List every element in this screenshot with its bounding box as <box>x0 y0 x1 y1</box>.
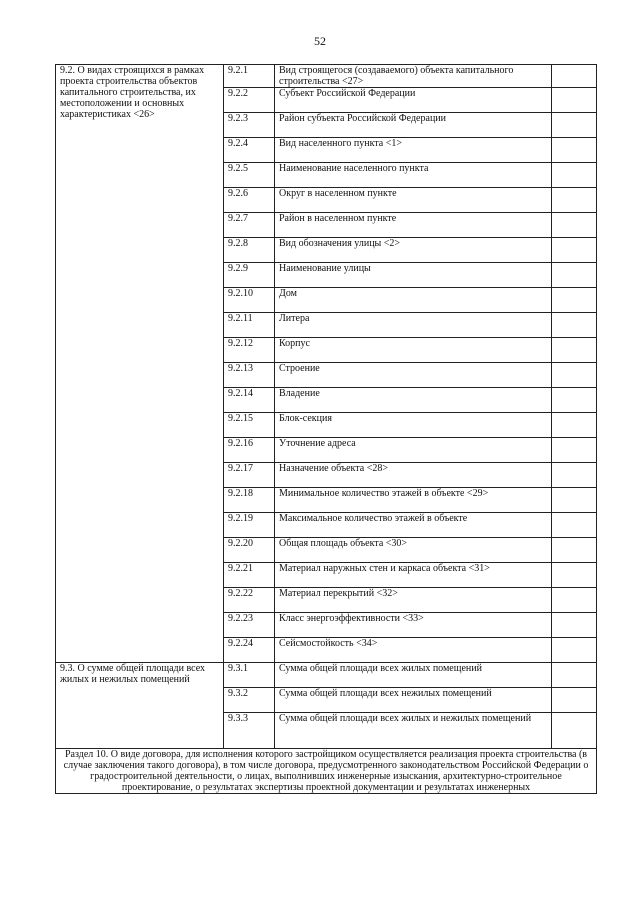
row-name: Сумма общей площади всех жилых помещений <box>275 663 552 688</box>
value-cell <box>552 488 597 513</box>
row-name: Сумма общей площади всех нежилых помещений <box>275 688 552 713</box>
value-cell <box>552 388 597 413</box>
value-cell <box>552 263 597 288</box>
value-cell <box>552 513 597 538</box>
row-number: 9.2.8 <box>224 238 275 263</box>
table-row <box>56 65 597 88</box>
row-number: 9.2.14 <box>224 388 275 413</box>
row-number: 9.2.11 <box>224 313 275 338</box>
row-name: Строение <box>275 363 552 388</box>
value-cell <box>552 338 597 363</box>
row-number: 9.2.3 <box>224 113 275 138</box>
row-name: Субъект Российской Федерации <box>275 88 552 113</box>
row-name: Наименование улицы <box>275 263 552 288</box>
value-cell <box>552 638 597 663</box>
row-name: Корпус <box>275 338 552 363</box>
value-cell <box>552 413 597 438</box>
document-table <box>55 64 597 794</box>
row-name: Максимальное количество этажей в объекте <box>275 513 552 538</box>
table-row <box>56 749 597 794</box>
row-number: 9.2.10 <box>224 288 275 313</box>
value-cell <box>552 313 597 338</box>
row-number: 9.3.3 <box>224 713 275 749</box>
row-number: 9.2.13 <box>224 363 275 388</box>
row-number: 9.2.4 <box>224 138 275 163</box>
section-title: 9.2. О видах строящихся в рамках проекта строительства объектов капитального строительства, их местоположении и основных характеристиках <26> <box>56 65 224 663</box>
value-cell <box>552 438 597 463</box>
row-number: 9.2.18 <box>224 488 275 513</box>
section-title: 9.3. О сумме общей площади всех жилых и нежилых помещений <box>56 663 224 749</box>
row-number: 9.3.1 <box>224 663 275 688</box>
row-name: Сейсмостойкость <34> <box>275 638 552 663</box>
row-name: Район в населенном пункте <box>275 213 552 238</box>
row-number: 9.2.20 <box>224 538 275 563</box>
row-name: Дом <box>275 288 552 313</box>
row-name: Наименование населенного пункта <box>275 163 552 188</box>
value-cell <box>552 65 597 88</box>
value-cell <box>552 613 597 638</box>
row-number: 9.2.22 <box>224 588 275 613</box>
value-cell <box>552 588 597 613</box>
value-cell <box>552 563 597 588</box>
row-number: 9.2.6 <box>224 188 275 213</box>
row-name: Литера <box>275 313 552 338</box>
row-number: 9.2.21 <box>224 563 275 588</box>
row-number: 9.2.5 <box>224 163 275 188</box>
value-cell <box>552 113 597 138</box>
row-name: Материал перекрытий <32> <box>275 588 552 613</box>
value-cell <box>552 688 597 713</box>
value-cell <box>552 213 597 238</box>
table-row <box>56 663 597 688</box>
row-name: Назначение объекта <28> <box>275 463 552 488</box>
page-number: 52 <box>314 34 326 48</box>
row-name: Минимальное количество этажей в объекте <29> <box>275 488 552 513</box>
value-cell <box>552 288 597 313</box>
row-number: 9.2.7 <box>224 213 275 238</box>
row-number: 9.2.16 <box>224 438 275 463</box>
value-cell <box>552 463 597 488</box>
row-number: 9.2.12 <box>224 338 275 363</box>
row-name: Район субъекта Российской Федерации <box>275 113 552 138</box>
value-cell <box>552 713 597 749</box>
row-name: Сумма общей площади всех жилых и нежилых помещений <box>275 713 552 749</box>
value-cell <box>552 163 597 188</box>
row-name: Общая площадь объекта <30> <box>275 538 552 563</box>
row-number: 9.3.2 <box>224 688 275 713</box>
row-name: Вид обозначения улицы <2> <box>275 238 552 263</box>
value-cell <box>552 138 597 163</box>
row-number: 9.2.23 <box>224 613 275 638</box>
row-name: Вид населенного пункта <1> <box>275 138 552 163</box>
row-number: 9.2.19 <box>224 513 275 538</box>
row-name: Уточнение адреса <box>275 438 552 463</box>
section-10-heading: Раздел 10. О виде договора, для исполнения которого застройщиком осуществляется реализация проекта строительства (в случае заключения такого договора), в том числе договора, предусмотренного законодательством Российской Федерации о градостроительной деятельности, о лицах, выполнивших инженерные изыскания, архитектурно-строительное проектирование, о результатах экспертизы проектной документации и результатах инженерных <box>56 749 597 794</box>
row-number: 9.2.1 <box>224 65 275 88</box>
value-cell <box>552 538 597 563</box>
value-cell <box>552 663 597 688</box>
value-cell <box>552 238 597 263</box>
row-name: Владение <box>275 388 552 413</box>
row-number: 9.2.2 <box>224 88 275 113</box>
value-cell <box>552 88 597 113</box>
row-name: Вид строящегося (создаваемого) объекта капитального строительства <27> <box>275 65 552 88</box>
row-name: Блок-секция <box>275 413 552 438</box>
row-name: Класс энергоэффективности <33> <box>275 613 552 638</box>
row-name: Материал наружных стен и каркаса объекта <31> <box>275 563 552 588</box>
row-name: Округ в населенном пункте <box>275 188 552 213</box>
row-number: 9.2.15 <box>224 413 275 438</box>
value-cell <box>552 363 597 388</box>
value-cell <box>552 188 597 213</box>
row-number: 9.2.24 <box>224 638 275 663</box>
row-number: 9.2.9 <box>224 263 275 288</box>
row-number: 9.2.17 <box>224 463 275 488</box>
